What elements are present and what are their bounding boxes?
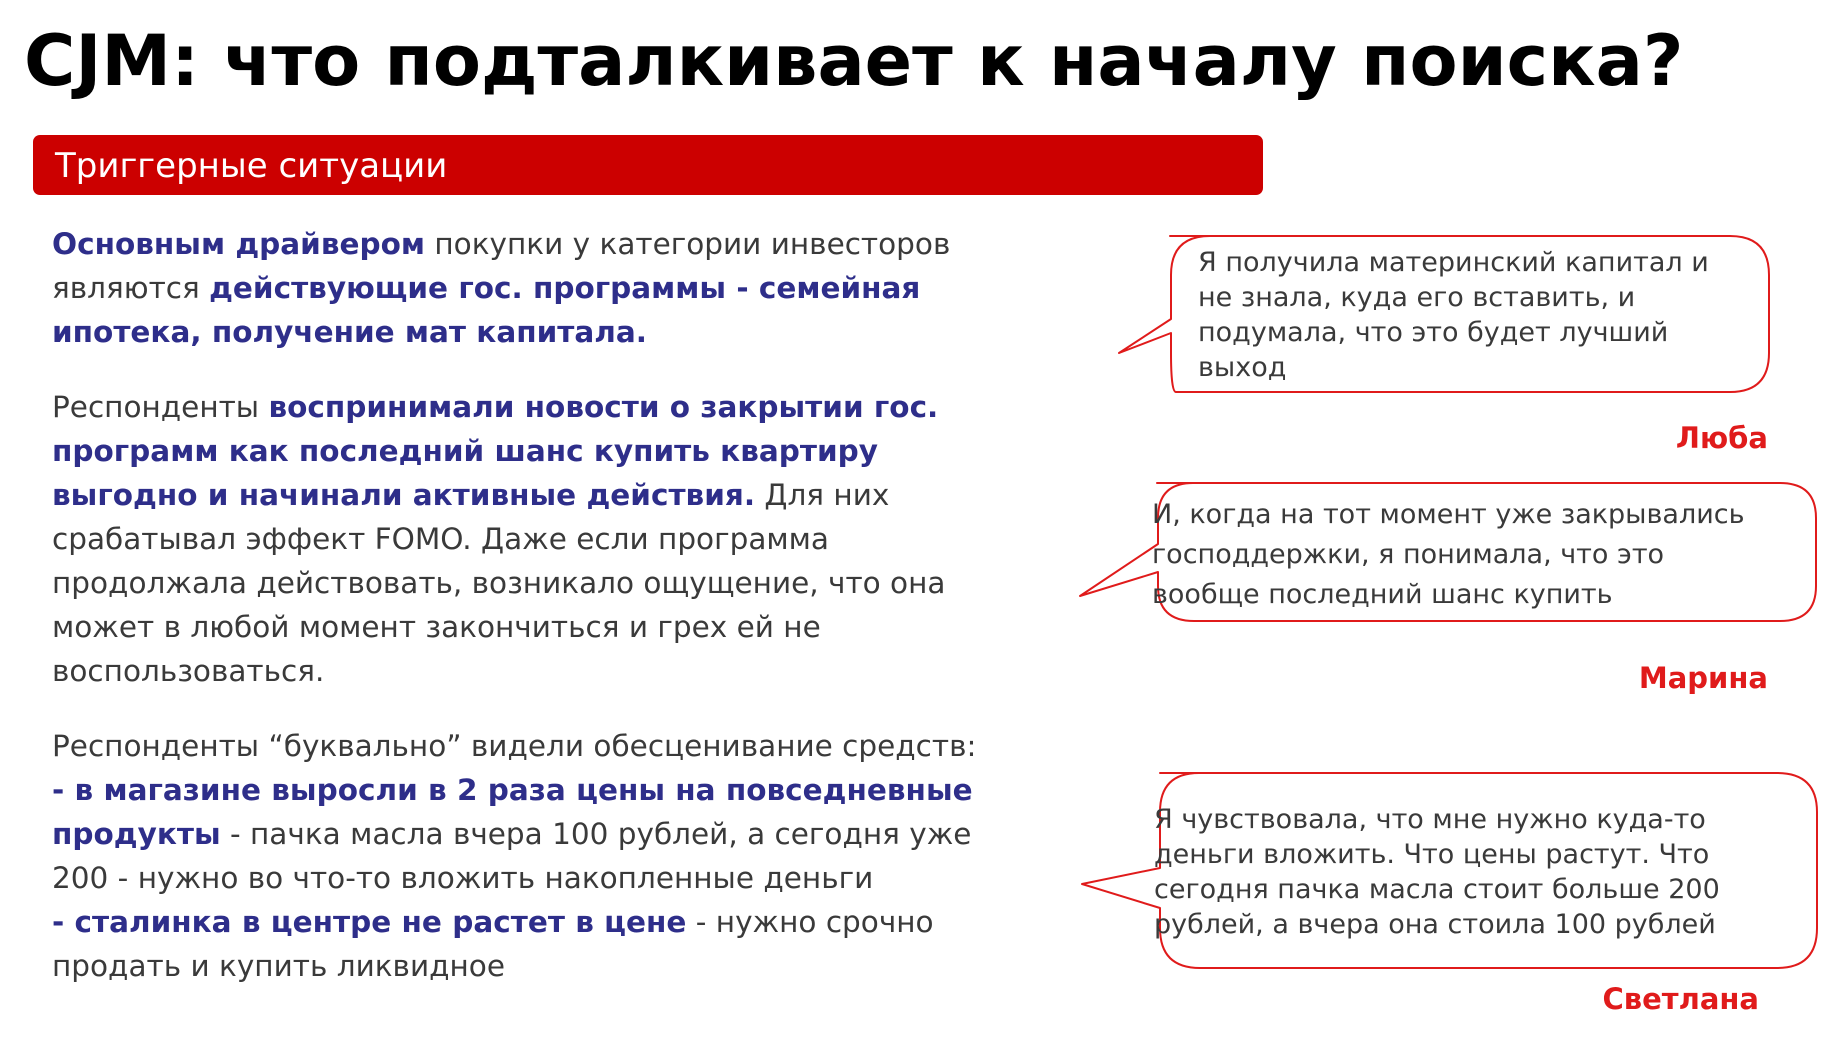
quote-author: Люба <box>1675 421 1768 455</box>
body-text-span: Респонденты <box>52 390 269 424</box>
body-text-span: - нужно срочно <box>686 905 934 939</box>
quote-line: господдержки, я понимала, что это <box>1152 539 1665 570</box>
body-text-line: может в любой момент закончиться и грех ей не <box>52 610 821 644</box>
body-text-line: воспользоваться. <box>52 654 325 688</box>
highlight-text: Основным драйвером <box>52 227 426 261</box>
body-text-line: 200 - нужно во что-то вложить накопленные деньги <box>52 861 874 895</box>
paragraph-devaluation <box>52 724 1052 988</box>
highlight-text: действующие гос. программы - семейная <box>209 271 921 305</box>
highlight-text: - сталинка в центре не растет в цене <box>52 905 687 939</box>
quote-text <box>1152 495 1745 615</box>
body-text-line: срабатывал эффект FOMO. Даже если программа <box>52 522 829 556</box>
paragraph-fomo <box>52 385 1052 693</box>
quote-line: сегодня пачка масла стоит больше 200 <box>1154 874 1720 905</box>
body-text-span: - пачка масла вчера 100 рублей, а сегодня уже <box>220 817 972 851</box>
highlight-text: - в магазине выросли в 2 раза цены на повседневные <box>52 773 973 807</box>
body-text-line: продолжала действовать, возникало ощущение, что она <box>52 566 946 600</box>
quote-text <box>1198 245 1709 385</box>
quote-author: Светлана <box>1602 982 1759 1016</box>
paragraph-drivers <box>52 222 1052 354</box>
highlight-text: выгодно и начинали активные действия. <box>52 478 756 512</box>
body-text-span: Для них <box>755 478 890 512</box>
quote-line: деньги вложить. Что цены растут. Что <box>1154 839 1710 870</box>
body-text <box>52 222 1052 1019</box>
quote-line: Я получила материнский капитал и <box>1198 247 1709 278</box>
highlight-text: программ как последний шанс купить квартиру <box>52 434 879 468</box>
body-text-line: продать и купить ликвидное <box>52 949 506 983</box>
quote-line: рублей, а вчера она стоила 100 рублей <box>1154 909 1716 940</box>
quote-author: Марина <box>1638 661 1768 695</box>
body-text-span: являются <box>52 271 210 305</box>
quote-text <box>1154 802 1720 942</box>
highlight-text: продукты <box>52 817 221 851</box>
section-banner <box>33 135 1263 195</box>
page-title: CJM: что подталкивает к началу поиска? <box>24 20 1684 102</box>
body-text-span: покупки у категории инвесторов <box>425 227 951 261</box>
quote-line: подумала, что это будет лучший <box>1198 317 1669 348</box>
quote-line: выход <box>1198 352 1287 383</box>
quote-line: И, когда на тот момент уже закрывались <box>1152 499 1745 530</box>
body-text-line: Респонденты “буквально” видели обесценивание средств: <box>52 729 977 763</box>
quote-line: вообще последний шанс купить <box>1152 579 1613 610</box>
quote-line: Я чувствовала, что мне нужно куда-то <box>1154 804 1706 835</box>
section-banner-label: Триггерные ситуации <box>55 146 448 186</box>
highlight-text: воспринимали новости о закрытии гос. <box>268 390 939 424</box>
highlight-text: ипотека, получение мат капитала. <box>52 315 647 349</box>
quote-line: не знала, куда его вставить, и <box>1198 282 1636 313</box>
